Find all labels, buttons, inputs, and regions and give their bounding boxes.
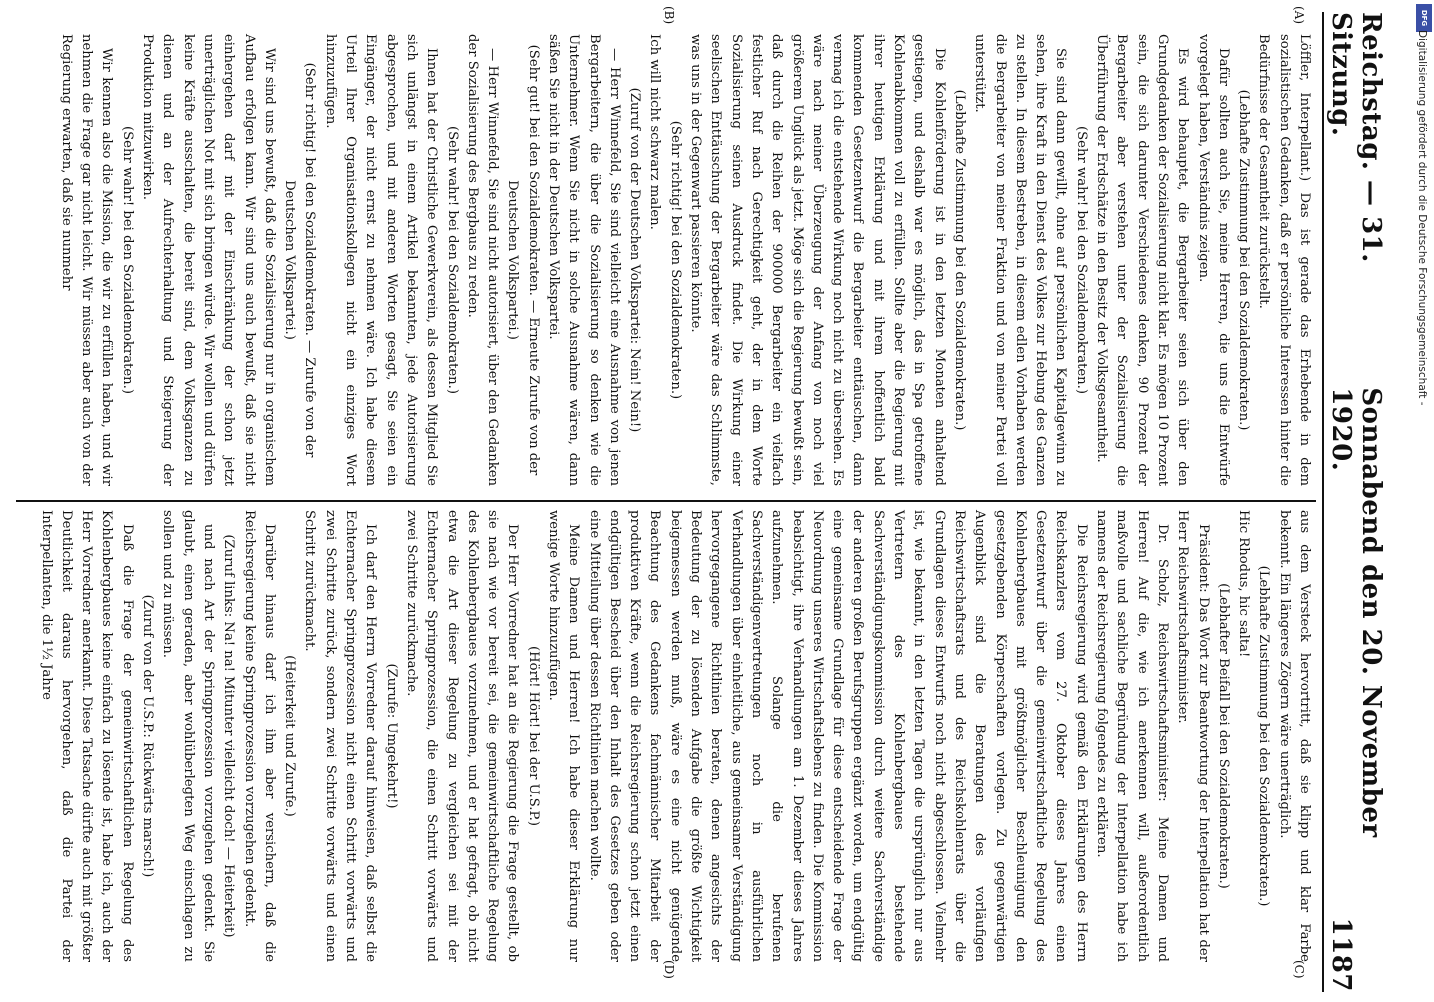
interjection: (Zuruf von der Deutschen Volkspartei: Nein! Nein!)	[627, 87, 643, 433]
interjection: (Lebhafte Zustimmung bei den Sozialdemokraten.)	[951, 89, 967, 431]
page-number: 1187	[1326, 917, 1356, 992]
paragraph: Dr. Scholz, Reichswirtschaftsminister: Meine Damen und Herren! Auf die, wie ich anerkennen will, außerordentlich maßvolle und sachliche Begründung der Interpellation habe ich namens der Reichsregierung folgendes zu erklären.	[1094, 510, 1170, 962]
right-column	[14, 510, 1314, 962]
paragraph: — Herr Winnefeld, Sie sind vielleicht eine Ausnahme von jenen Bergarbeitern, die über die Sozialisierung so denken wie die Unternehmer. Wenn Sie nicht in solche Ausnahme wären, dann säßen Sie nicht in der Deutschen Volkspartei.	[546, 34, 622, 486]
margin-mark-c: (C)	[1292, 960, 1306, 979]
paragraph: Der Herr Vorredner hat an die Regierung die Frage gestellt, ob sie nach wie vor bereit sei, die gemeinwirtschaftliche Regelung des Kohlenbergbaues vorzunehmen, und er hat gefragt, ob nicht etwa die Art dieser Regelung zu vergleichen sei mit der Echternacher Springprozession, die einen Schritt vorwärts und zwei Schritte zurückmache.	[403, 510, 521, 962]
page-header	[1322, 12, 1386, 992]
paragraph: Wir sind uns bewußt, daß die Sozialisierung nur in organischem Aufbau erfolgen kann. Wir sind uns auch bewußt, daß sie nicht einhergehen darf mit der Einschränkung der schon jetzt unerträglichen Not mit sich bringen würde. Wir wollen und dürfen keine Kräfte ausschalten, die bereit sind, dem Volksganzen zu dienen und an der Aufrechterhaltung und Steigerung der Produktion mitzuwirken.	[140, 34, 277, 486]
paragraph: Die Reichsregierung wird gemäß den Erklärungen des Herrn Reichskanzlers vom 27. Oktober dieses Jahres einen Gesetzentwurf über die gemeinwirtschaftliche Regelung des Kohlenbergbaues mit größtmöglicher Beschleunigung den gesetzgebenden Körperschaften vorlegen. Zu gegenwärtigen Augenblick sind die Beratungen des vorläufigen Reichswirtschaftsrats und des Reichskohlenrats über die Grundlagen dieses Entwurfs noch nicht abgeschlossen. Vielmehr ist, wie bekannt, in den letzten Tagen die ursprünglich nur aus Vertretern des Kohlenbergbaues bestehende Sachverständigungskommission durch weitere Sachverständige der anderen großen Berufsgruppen ergänzt worden, um endgültig eine gemeinsame Grundlage für diese entscheidende Frage der Neuordnung unseres Wirtschaftslebens zu finden. Die Kommission beabsichtigt, ihre Verhandlungen am 1. Dezember dieses Jahres aufzunehmen. Solange die berufenen Sachverständigenvertretungen noch in ausführlichen Verhandlungen über einheitliche, aus gemeinsamer Verständigung hervorgegangene Richtlinien beraten, denen angesichts der Bedeutung der zu lösenden Aufgabe die größte Wichtigkeit beigemessen werden muß, wäre es eine nicht genügende Beachtung des Gedankens fachmännischer Mitarbeit der produktiven Kräfte, wenn die Reichsregierung schon jetzt einen endgültigen Bescheid über den Inhalt des Gesetzes geben oder eine Mitteilung über dessen Richtlinien machen wollte.	[586, 510, 1089, 962]
paragraph: Wir kennen also die Mission, die wir zu erfüllen haben, und wir nehmen die Frage gar nicht leicht. Wir müssen aber auch von der Regierung erwarten, daß sie nunmehr	[58, 34, 115, 486]
interjection: (Lebhafte Zustimmung bei den Sozialdemokraten.)	[1236, 89, 1252, 431]
margin-mark-d: (D)	[662, 960, 676, 979]
header-date: Sonnabend den 20. November 1920.	[1326, 387, 1386, 838]
paragraph: Darüber hinaus darf ich ihm aber versichern, daß die Reichsregierung keine Springprozession vorzugehen gedenkt.	[241, 510, 277, 962]
paragraph: Es wird behauptet, die Bergarbeiter seien sich über den Grundgedanken der Sozialisierung nicht klar. Es mögen 10 Prozent sein, die sich darunter Verschiedenes denken, 90 Prozent der Bergarbeiter aber verstehen unter der Sozialisierung die Überführung der Erdschätze in den Besitz der Volksgesamtheit.	[1094, 34, 1191, 486]
paragraph: Sie sind dann gewillt, ohne auf persönlichen Kapitalgewinn zu sehen, ihre Kraft in den Dienst des Volkes zur Hebung des Ganzen zu stellen. In diesem Bestreben, in diesem edlen Vorhaben werden die Bergarbeiter von meiner Fraktion und von meiner Partei voll unterstützt.	[972, 34, 1069, 486]
document-page	[0, 2, 1386, 1002]
paragraph: Ich darf den Herrn Vorredner darauf hinweisen, daß selbst die Echternacher Springprozession nicht einen Schritt vorwärts und zwei Schritte zurück, sondern zwei Schritte vorwärts und einen Schritt zurückmacht.	[302, 510, 379, 962]
paragraph: Ihnen hat der Christliche Gewerkverein, als dessen Mitglied Sie sich unlängst in einem Artikel bekannten, jede Autorisierung abgesprochen, und mit anderen Worten gesagt, Sie seien ein Eingänger, der nicht ernst zu nehmen wäre. Ich habe diesem Urteil Ihrer Organisationskollegen nicht ein einziges Wort hinzuzufügen.	[322, 34, 440, 486]
interjection: (Sehr richtig! bei den Sozialdemokraten.)	[667, 120, 683, 400]
interjection: (Sehr wahr! bei den Sozialdemokraten.)	[119, 126, 135, 394]
interjection: (Sehr richtig! bei den Sozialdemokraten. — Zurufe von der Deutschen Volkspartei.)	[282, 62, 318, 458]
paragraph: Löffler, Interpellant.) Das ist gerade das Erhebende in dem sozialistischen Gedanken, daß er persönliche Interessen hinter die Bedürfnisse der Gesamtheit zurückstellt.	[1256, 34, 1312, 486]
paragraph: Dafür sollten auch Sie, meine Herren, die uns die Entwürfe vorgelegt haben, Verständnis zeigen.	[1195, 34, 1231, 486]
interjection: (Sehr wahr! bei den Sozialdemokraten.)	[444, 126, 460, 394]
interjection: (Sehr wahr! bei den Sozialdemokraten.)	[1073, 126, 1089, 394]
margin-mark-b: (B)	[662, 6, 676, 25]
interjection: (Lebhafte Zustimmung bei den Sozialdemokraten.)	[1256, 565, 1272, 907]
dfg-sidebar	[1404, 0, 1434, 1000]
paragraph: Meine Damen und Herren! Ich habe dieser Erklärung nur wenige Worte hinzuzufügen.	[546, 510, 582, 962]
paragraph: Hic Rhodus, hic salta!	[1236, 510, 1252, 658]
paragraph: und nach Art der Springprozession vorzugehen gedenkt. Sie glaubt, einen geraden, aber wohlüberlegten Weg einschlagen zu sollen und zu müssen.	[160, 510, 216, 962]
interjection: (Zurufe: Umgekehrt!)	[383, 663, 399, 809]
paragraph: aus dem Versteck hervortritt, daß sie klipp und klar Farbe bekennt. Ein längeres Zögern wäre unerträglich.	[1276, 510, 1312, 962]
interjection: (Hört! Hört! bei der U.S.P.)	[525, 646, 541, 826]
header-left: Reichstag. — 31. Sitzung.	[1326, 12, 1386, 263]
interjection: (Sehr gut! bei den Sozialdemokraten. — Erneute Zurufe von der Deutschen Volkspartei.)	[505, 44, 541, 476]
interjection: (Lebhafter Beifall bei den Sozialdemokraten.)	[1215, 583, 1231, 889]
interjection: (Heiterkeit und Zurufe.)	[282, 655, 298, 817]
paragraph: Präsident: Das Wort zur Beantwortung der Interpellation hat der Herr Reichswirtschaftsminister.	[1175, 510, 1211, 962]
paragraph: Ich will nicht schwarz malen.	[647, 34, 663, 230]
column-divider	[16, 500, 1316, 502]
left-column	[14, 34, 1314, 486]
paragraph: Daß die Frage der gemeinwirtschaftlichen Regelung des Kohlenbergbaues keine einfach zu lösende ist, habe ich, auch der Herr Vorredner anerkannt. Diese Tatsache dürfte auch mit größter Deutlichkeit daraus hervorgehen, daß die Partei der Interpellanten, die 1½ Jahre	[38, 510, 135, 962]
digitization-credit: Digitalisierung gefördert durch die Deutsche Forschungsgemeinschaft -	[1416, 30, 1428, 406]
interjection: (Zuruf links: Na! na! Mitunter vielleicht doch! — Heiterkeit)	[221, 534, 237, 938]
paragraph: Die Kohlenförderung ist in den letzten Monaten anhaltend gestiegen, und deshalb war es möglich, das in Spa getroffene Kohlenabkommen voll zu erfüllen. Sollte aber die Regierung mit ihrer heutigen Erklärung und mit ihrem hoffentlich bald kommenden Gesetzentwurf die Bergarbeiter enttäuschen, dann vermag ich die entstehende Wirkung noch nicht zu übersehen. Es wäre nach meiner Überzeugung der Anfang von noch viel größerem Unglück als jetzt. Möge sich die Regierung bewußt sein, daß durch die Reihen der 900000 Bergarbeiter ein vielfach festlicher Ruf nach Gerechtigkeit geht, der in dem Worte Sozialisierung seinen Ausdruck findet. Die Wirkung einer seelischen Enttäuschung der Bergarbeiter wäre das Schlimmste, was uns in der Gegenwart passieren könnte.	[688, 34, 947, 486]
interjection: (Zuruf von der U.S.P.: Rückwärts marsch!)	[140, 594, 156, 878]
margin-mark-a: (A)	[1292, 6, 1306, 25]
paragraph: — Herr Winnefeld, Sie sind nicht autorisiert, über den Gedanken der Sozialisierung des Bergbaus zu reden.	[464, 34, 501, 486]
dfg-logo: DFG	[1416, 4, 1432, 32]
